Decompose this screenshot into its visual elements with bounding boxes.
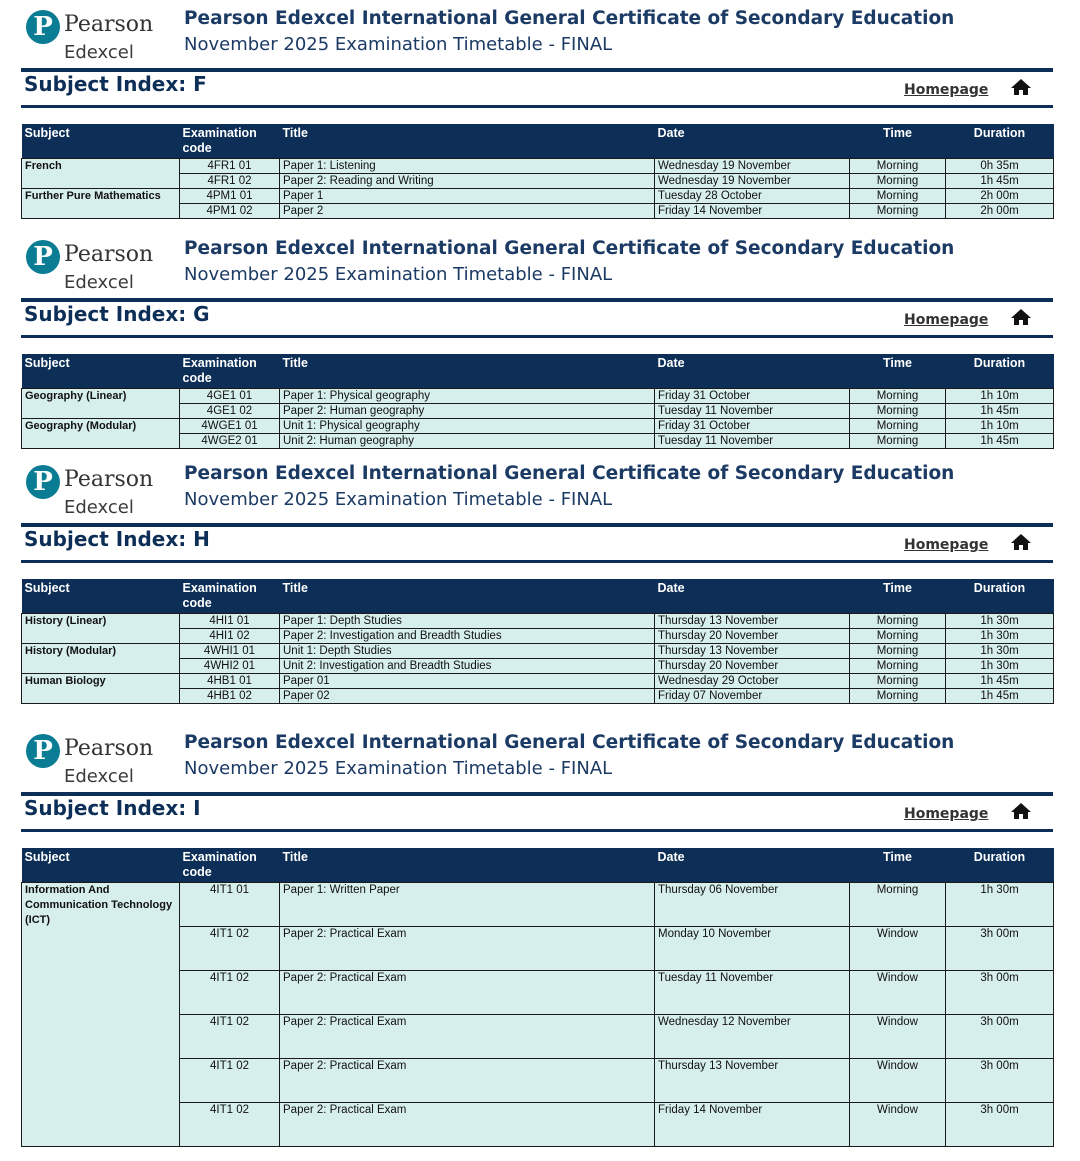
document-subtitle: November 2025 Examination Timetable - FINAL xyxy=(184,34,613,55)
date-cell: Wednesday 12 November xyxy=(655,1015,850,1059)
duration-cell: 1h 10m xyxy=(946,419,1054,434)
code-cell: 4WHI2 01 xyxy=(180,659,280,674)
time-cell: Window xyxy=(850,927,946,971)
col-duration: Duration xyxy=(946,124,1054,159)
title-cell: Paper 2: Practical Exam xyxy=(280,927,655,971)
pearson-logo xyxy=(26,465,156,521)
col-duration: Duration xyxy=(946,354,1054,389)
date-cell: Friday 31 October xyxy=(655,419,850,434)
title-cell: Paper 2: Practical Exam xyxy=(280,971,655,1015)
duration-cell: 1h 30m xyxy=(946,659,1054,674)
code-cell: 4IT1 02 xyxy=(180,1059,280,1103)
time-cell: Morning xyxy=(850,189,946,204)
col-time: Time xyxy=(850,124,946,159)
date-cell: Tuesday 11 November xyxy=(655,434,850,449)
col-subject: Subject xyxy=(22,124,180,159)
code-cell: 4GE1 01 xyxy=(180,389,280,404)
subject-index-heading: Subject Index: I xyxy=(24,796,201,820)
col-date: Date xyxy=(655,354,850,389)
time-cell: Morning xyxy=(850,883,946,927)
duration-cell: 1h 30m xyxy=(946,629,1054,644)
date-cell: Wednesday 19 November xyxy=(655,174,850,189)
table-row xyxy=(22,614,1054,629)
title-cell: Paper 1: Physical geography xyxy=(280,389,655,404)
subject-cell: History (Linear) xyxy=(22,614,180,644)
time-cell: Morning xyxy=(850,159,946,174)
time-cell: Morning xyxy=(850,689,946,704)
table-row xyxy=(22,883,1054,927)
col-title: Title xyxy=(280,354,655,389)
code-cell: 4WHI1 01 xyxy=(180,644,280,659)
date-cell: Thursday 20 November xyxy=(655,659,850,674)
date-cell: Friday 14 November xyxy=(655,204,850,219)
code-cell: 4GE1 02 xyxy=(180,404,280,419)
pearson-logo xyxy=(26,734,156,790)
timetable-i xyxy=(21,848,1054,1147)
subject-cell: History (Modular) xyxy=(22,644,180,674)
subject-cell: Human Biology xyxy=(22,674,180,704)
title-cell: Paper 2: Practical Exam xyxy=(280,1015,655,1059)
time-cell: Morning xyxy=(850,434,946,449)
title-cell: Paper 01 xyxy=(280,674,655,689)
date-cell: Monday 10 November xyxy=(655,927,850,971)
homepage-link[interactable]: Homepage xyxy=(904,82,989,98)
subject-cell: Further Pure Mathematics xyxy=(22,189,180,219)
duration-cell: 1h 30m xyxy=(946,883,1054,927)
title-cell: Paper 1: Written Paper xyxy=(280,883,655,927)
duration-cell: 1h 45m xyxy=(946,434,1054,449)
document-title: Pearson Edexcel International General Certificate of Secondary Education xyxy=(184,463,955,484)
duration-cell: 1h 30m xyxy=(946,614,1054,629)
subject-index-heading: Subject Index: F xyxy=(24,72,207,96)
duration-cell: 1h 10m xyxy=(946,389,1054,404)
duration-cell: 1h 45m xyxy=(946,174,1054,189)
homepage-link[interactable]: Homepage xyxy=(904,537,989,553)
code-cell: 4IT1 02 xyxy=(180,1015,280,1059)
col-subject: Subject xyxy=(22,579,180,614)
timetable-g xyxy=(21,354,1054,449)
duration-cell: 1h 30m xyxy=(946,644,1054,659)
brand-sub: Edexcel xyxy=(64,766,134,787)
duration-cell: 3h 00m xyxy=(946,971,1054,1015)
timetable-h xyxy=(21,579,1054,704)
date-cell: Thursday 13 November xyxy=(655,1059,850,1103)
home-icon[interactable] xyxy=(1010,533,1032,551)
duration-cell: 3h 00m xyxy=(946,1103,1054,1147)
brand-sub: Edexcel xyxy=(64,497,134,518)
title-cell: Paper 2: Practical Exam xyxy=(280,1103,655,1147)
title-cell: Paper 02 xyxy=(280,689,655,704)
col-code: Examination code xyxy=(180,848,280,883)
code-cell: 4IT1 02 xyxy=(180,1103,280,1147)
code-cell: 4HB1 02 xyxy=(180,689,280,704)
table-row xyxy=(22,644,1054,659)
date-cell: Tuesday 11 November xyxy=(655,971,850,1015)
code-cell: 4WGE1 01 xyxy=(180,419,280,434)
brand-sub: Edexcel xyxy=(64,272,134,293)
brand-sub: Edexcel xyxy=(64,42,134,63)
date-cell: Thursday 13 November xyxy=(655,644,850,659)
code-cell: 4FR1 02 xyxy=(180,174,280,189)
divider xyxy=(21,829,1053,832)
duration-cell: 0h 35m xyxy=(946,159,1054,174)
col-time: Time xyxy=(850,354,946,389)
duration-cell: 2h 00m xyxy=(946,189,1054,204)
date-cell: Wednesday 29 October xyxy=(655,674,850,689)
title-cell: Unit 1: Depth Studies xyxy=(280,644,655,659)
table-row xyxy=(22,419,1054,434)
brand-name: Pearson xyxy=(64,467,154,492)
duration-cell: 1h 45m xyxy=(946,674,1054,689)
code-cell: 4HB1 01 xyxy=(180,674,280,689)
code-cell: 4WGE2 01 xyxy=(180,434,280,449)
title-cell: Unit 2: Investigation and Breadth Studies xyxy=(280,659,655,674)
document-subtitle: November 2025 Examination Timetable - FINAL xyxy=(184,758,613,779)
duration-cell: 3h 00m xyxy=(946,1059,1054,1103)
time-cell: Window xyxy=(850,1059,946,1103)
date-cell: Tuesday 11 November xyxy=(655,404,850,419)
subject-cell: Geography (Linear) xyxy=(22,389,180,419)
title-cell: Unit 2: Human geography xyxy=(280,434,655,449)
time-cell: Window xyxy=(850,1103,946,1147)
homepage-link[interactable]: Homepage xyxy=(904,312,989,328)
col-code: Examination code xyxy=(180,579,280,614)
document-subtitle: November 2025 Examination Timetable - FINAL xyxy=(184,489,613,510)
col-title: Title xyxy=(280,848,655,883)
divider xyxy=(21,335,1053,338)
time-cell: Morning xyxy=(850,389,946,404)
subject-cell: Information And Communication Technology (ICT) xyxy=(22,883,180,1147)
code-cell: 4IT1 01 xyxy=(180,883,280,927)
title-cell: Paper 2 xyxy=(280,204,655,219)
col-subject: Subject xyxy=(22,848,180,883)
home-icon[interactable] xyxy=(1010,308,1032,326)
time-cell: Morning xyxy=(850,174,946,189)
pearson-p-icon: P xyxy=(26,465,60,499)
date-cell: Friday 31 October xyxy=(655,389,850,404)
col-title: Title xyxy=(280,124,655,159)
col-subject: Subject xyxy=(22,354,180,389)
col-code: Examination code xyxy=(180,354,280,389)
subject-index-heading: Subject Index: G xyxy=(24,302,210,326)
code-cell: 4PM1 02 xyxy=(180,204,280,219)
col-code: Examination code xyxy=(180,124,280,159)
col-date: Date xyxy=(655,124,850,159)
date-cell: Wednesday 19 November xyxy=(655,159,850,174)
title-cell: Paper 2: Practical Exam xyxy=(280,1059,655,1103)
code-cell: 4IT1 02 xyxy=(180,971,280,1015)
time-cell: Morning xyxy=(850,629,946,644)
time-cell: Morning xyxy=(850,674,946,689)
code-cell: 4HI1 02 xyxy=(180,629,280,644)
time-cell: Morning xyxy=(850,614,946,629)
duration-cell: 3h 00m xyxy=(946,927,1054,971)
col-title: Title xyxy=(280,579,655,614)
col-time: Time xyxy=(850,848,946,883)
document-subtitle: November 2025 Examination Timetable - FINAL xyxy=(184,264,613,285)
home-icon[interactable] xyxy=(1010,78,1032,96)
title-cell: Paper 2: Reading and Writing xyxy=(280,174,655,189)
col-duration: Duration xyxy=(946,848,1054,883)
time-cell: Morning xyxy=(850,644,946,659)
col-date: Date xyxy=(655,848,850,883)
duration-cell: 1h 45m xyxy=(946,689,1054,704)
time-cell: Morning xyxy=(850,659,946,674)
table-row xyxy=(22,159,1054,174)
code-cell: 4PM1 01 xyxy=(180,189,280,204)
document-title: Pearson Edexcel International General Certificate of Secondary Education xyxy=(184,8,955,29)
time-cell: Window xyxy=(850,971,946,1015)
title-cell: Paper 1: Listening xyxy=(280,159,655,174)
table-row xyxy=(22,674,1054,689)
date-cell: Friday 14 November xyxy=(655,1103,850,1147)
date-cell: Thursday 13 November xyxy=(655,614,850,629)
timetable-f xyxy=(21,124,1054,219)
code-cell: 4IT1 02 xyxy=(180,927,280,971)
col-duration: Duration xyxy=(946,579,1054,614)
time-cell: Morning xyxy=(850,419,946,434)
subject-cell: French xyxy=(22,159,180,189)
pearson-logo xyxy=(26,10,156,66)
homepage-link[interactable]: Homepage xyxy=(904,806,989,822)
pearson-logo xyxy=(26,240,156,296)
date-cell: Thursday 06 November xyxy=(655,883,850,927)
brand-name: Pearson xyxy=(64,736,154,761)
title-cell: Paper 1: Depth Studies xyxy=(280,614,655,629)
home-icon[interactable] xyxy=(1010,802,1032,820)
title-cell: Unit 1: Physical geography xyxy=(280,419,655,434)
title-cell: Paper 2: Investigation and Breadth Studies xyxy=(280,629,655,644)
time-cell: Morning xyxy=(850,404,946,419)
code-cell: 4FR1 01 xyxy=(180,159,280,174)
document-title: Pearson Edexcel International General Certificate of Secondary Education xyxy=(184,732,955,753)
code-cell: 4HI1 01 xyxy=(180,614,280,629)
subject-cell: Geography (Modular) xyxy=(22,419,180,449)
date-cell: Friday 07 November xyxy=(655,689,850,704)
date-cell: Thursday 20 November xyxy=(655,629,850,644)
time-cell: Window xyxy=(850,1015,946,1059)
brand-name: Pearson xyxy=(64,12,154,37)
duration-cell: 2h 00m xyxy=(946,204,1054,219)
col-date: Date xyxy=(655,579,850,614)
table-row xyxy=(22,389,1054,404)
time-cell: Morning xyxy=(850,204,946,219)
pearson-p-icon: P xyxy=(26,240,60,274)
subject-index-heading: Subject Index: H xyxy=(24,527,210,551)
table-row xyxy=(22,189,1054,204)
duration-cell: 3h 00m xyxy=(946,1015,1054,1059)
duration-cell: 1h 45m xyxy=(946,404,1054,419)
divider xyxy=(21,560,1053,563)
pearson-p-icon: P xyxy=(26,10,60,44)
brand-name: Pearson xyxy=(64,242,154,267)
title-cell: Paper 2: Human geography xyxy=(280,404,655,419)
col-time: Time xyxy=(850,579,946,614)
date-cell: Tuesday 28 October xyxy=(655,189,850,204)
divider xyxy=(21,105,1053,108)
pearson-p-icon: P xyxy=(26,734,60,768)
document-title: Pearson Edexcel International General Certificate of Secondary Education xyxy=(184,238,955,259)
title-cell: Paper 1 xyxy=(280,189,655,204)
